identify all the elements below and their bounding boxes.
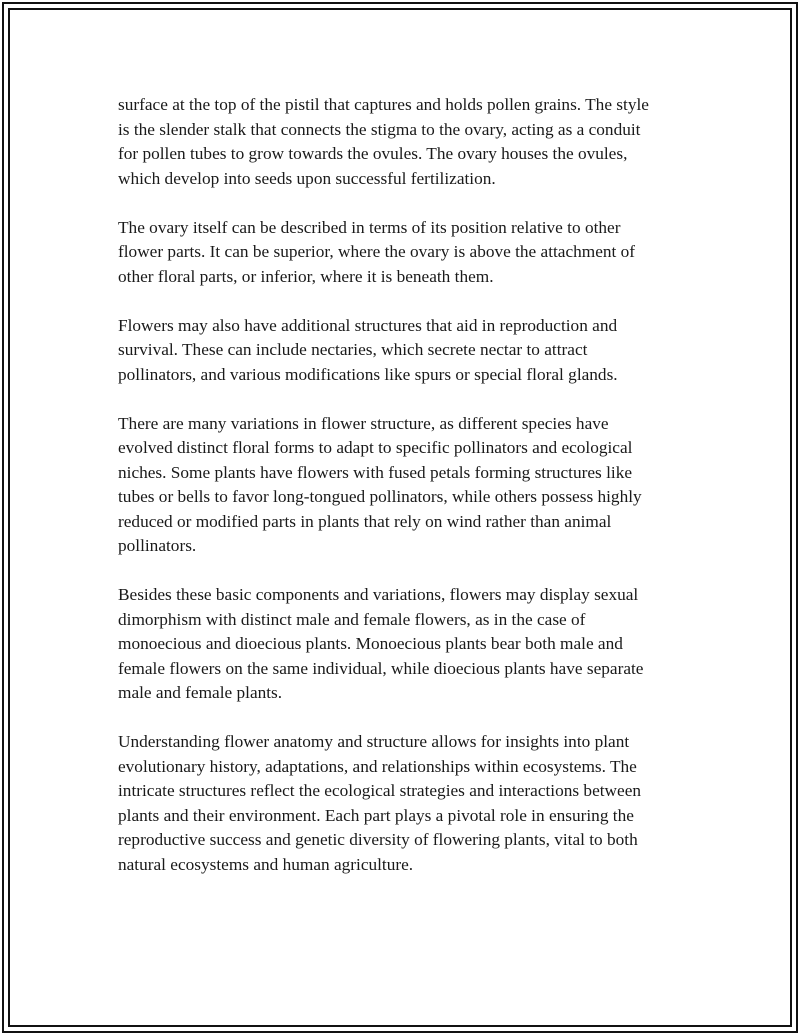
paragraph-pistil-parts: surface at the top of the pistil that captures and holds pollen grains. The style is the slender stalk that connects the stigma to the ovary, acting as a conduit for pollen tubes to grow towards the ovules. The ovary houses the ovules, which develop into seeds upon successful fertilization. — [118, 95, 649, 188]
paragraph-variations: There are many variations in flower structure, as different species have evolved distinct floral forms to adapt to specific pollinators and ecological niches. Some plants have flowers with fused petals forming structures like tubes or bells to favor long-tongued pollinators, while others possess highly reduced or modified parts in plants that rely on wind rather than animal pollinators. — [118, 413, 642, 555]
paragraph-ovary-position: The ovary itself can be described in terms of its position relative to other flower parts. It can be superior, where the ovary is above the attachment of other floral parts, or inferior, where it is beneath them. — [118, 217, 636, 286]
paragraph-sexual-dimorphism: Besides these basic components and variations, flowers may display sexual dimorphism with distinct male and female flowers, as in the case of monoecious and dioecious plants. Monoecious plants bear both male and female flowers on the same individual, while dioecious plants have separate male and female plants. — [118, 585, 644, 702]
paragraph-conclusion: Understanding flower anatomy and structure allows for insights into plant evolutionary history, adaptations, and relationships within ecosystems. The intricate structures reflect the ecological strategies and interactions between plants and their environment. Each part plays a pivotal role in ensuring the reproductive success and genetic diversity of flowering plants, vital to both natural ecosystems and human agriculture. — [118, 732, 642, 874]
document-body — [118, 93, 698, 902]
paragraph-additional-structures: Flowers may also have additional structures that aid in reproduction and survival. These can include nectaries, which secrete nectar to attract pollinators, and various modifications like spurs or special floral glands. — [118, 315, 618, 384]
